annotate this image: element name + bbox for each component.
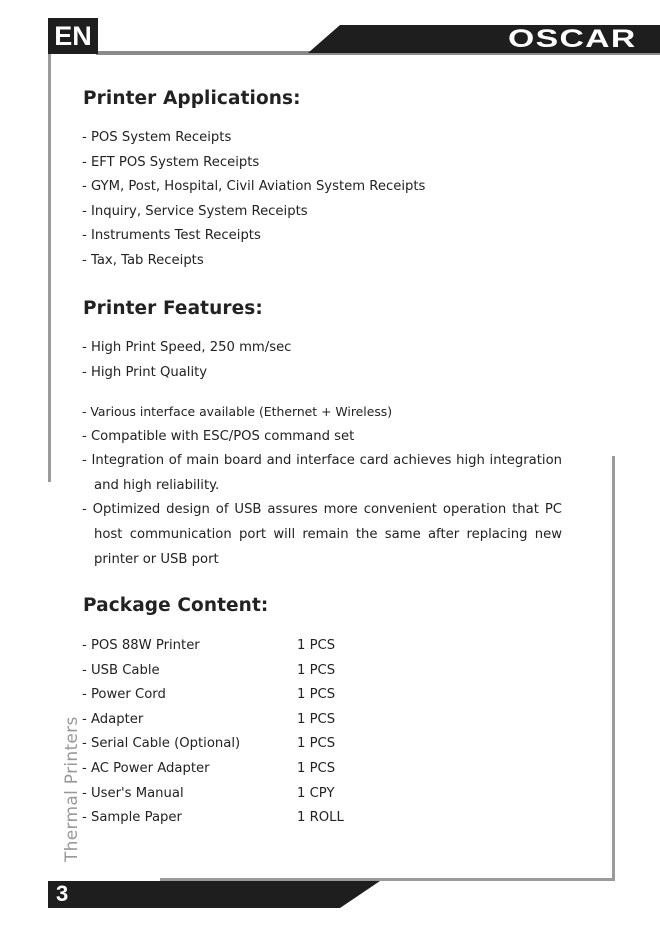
table-row [82, 683, 336, 708]
package-list [82, 634, 344, 831]
side-section-label: Thermal Printers [62, 716, 82, 862]
item-name: - Serial Cable (Optional) [82, 736, 241, 752]
list-item: - Various interface available (Ethernet + Wireless) [82, 404, 393, 419]
table-row [82, 634, 336, 659]
table-row [82, 757, 336, 782]
list-item: - Compatible with ESC/POS command set [82, 428, 355, 444]
applications-heading: Printer Applications: [83, 88, 301, 109]
brand-logo: OSCAR [508, 25, 637, 53]
item-quantity: 1 PCS [297, 736, 336, 752]
list-item: - Integration of main board and interface card achieves high integration and high reliability. [82, 453, 562, 493]
table-row [82, 659, 336, 684]
list-item: - POS System Receipts [82, 130, 232, 145]
list-item: - Tax, Tab Receipts [82, 252, 204, 268]
right-frame-rule [612, 456, 615, 879]
list-item: - Instruments Test Receipts [82, 228, 261, 244]
list-item: - Inquiry, Service System Receipts [82, 203, 308, 219]
list-item: - EFT POS System Receipts [82, 154, 260, 170]
footer-banner [48, 881, 380, 908]
item-quantity: 1 CPY [297, 785, 335, 801]
item-name: - Adapter [82, 711, 144, 727]
language-badge: EN [48, 18, 98, 54]
list-item: - High Print Speed, 250 mm/sec [82, 340, 292, 355]
left-frame-rule [48, 54, 51, 482]
features-list [82, 336, 562, 385]
page-number: 3 [56, 881, 69, 906]
features-list-continued [82, 400, 562, 572]
applications-list [82, 126, 425, 274]
table-row [82, 806, 344, 831]
features-heading: Printer Features: [83, 298, 263, 319]
package-heading: Package Content: [83, 595, 269, 616]
item-name: - Power Cord [82, 687, 166, 703]
item-quantity: 1 PCS [297, 687, 336, 703]
table-row [82, 732, 336, 757]
list-item: - Optimized design of USB assures more convenient operation that PC host communication port will remain the same after replacing new printer or USB port [82, 502, 562, 567]
item-name: - Sample Paper [82, 810, 182, 826]
item-name: - USB Cable [82, 662, 160, 678]
list-item: - High Print Quality [82, 364, 208, 380]
table-row [82, 782, 335, 807]
item-quantity: 1 PCS [297, 760, 336, 776]
item-quantity: 1 PCS [297, 638, 336, 653]
item-name: - User's Manual [82, 785, 184, 801]
item-quantity: 1 PCS [297, 662, 336, 678]
table-row [82, 708, 336, 733]
item-quantity: 1 PCS [297, 711, 336, 727]
list-item: - GYM, Post, Hospital, Civil Aviation System Receipts [82, 179, 426, 195]
item-name: - POS 88W Printer [82, 638, 200, 653]
item-quantity: 1 ROLL [297, 810, 344, 826]
item-name: - AC Power Adapter [82, 760, 210, 776]
